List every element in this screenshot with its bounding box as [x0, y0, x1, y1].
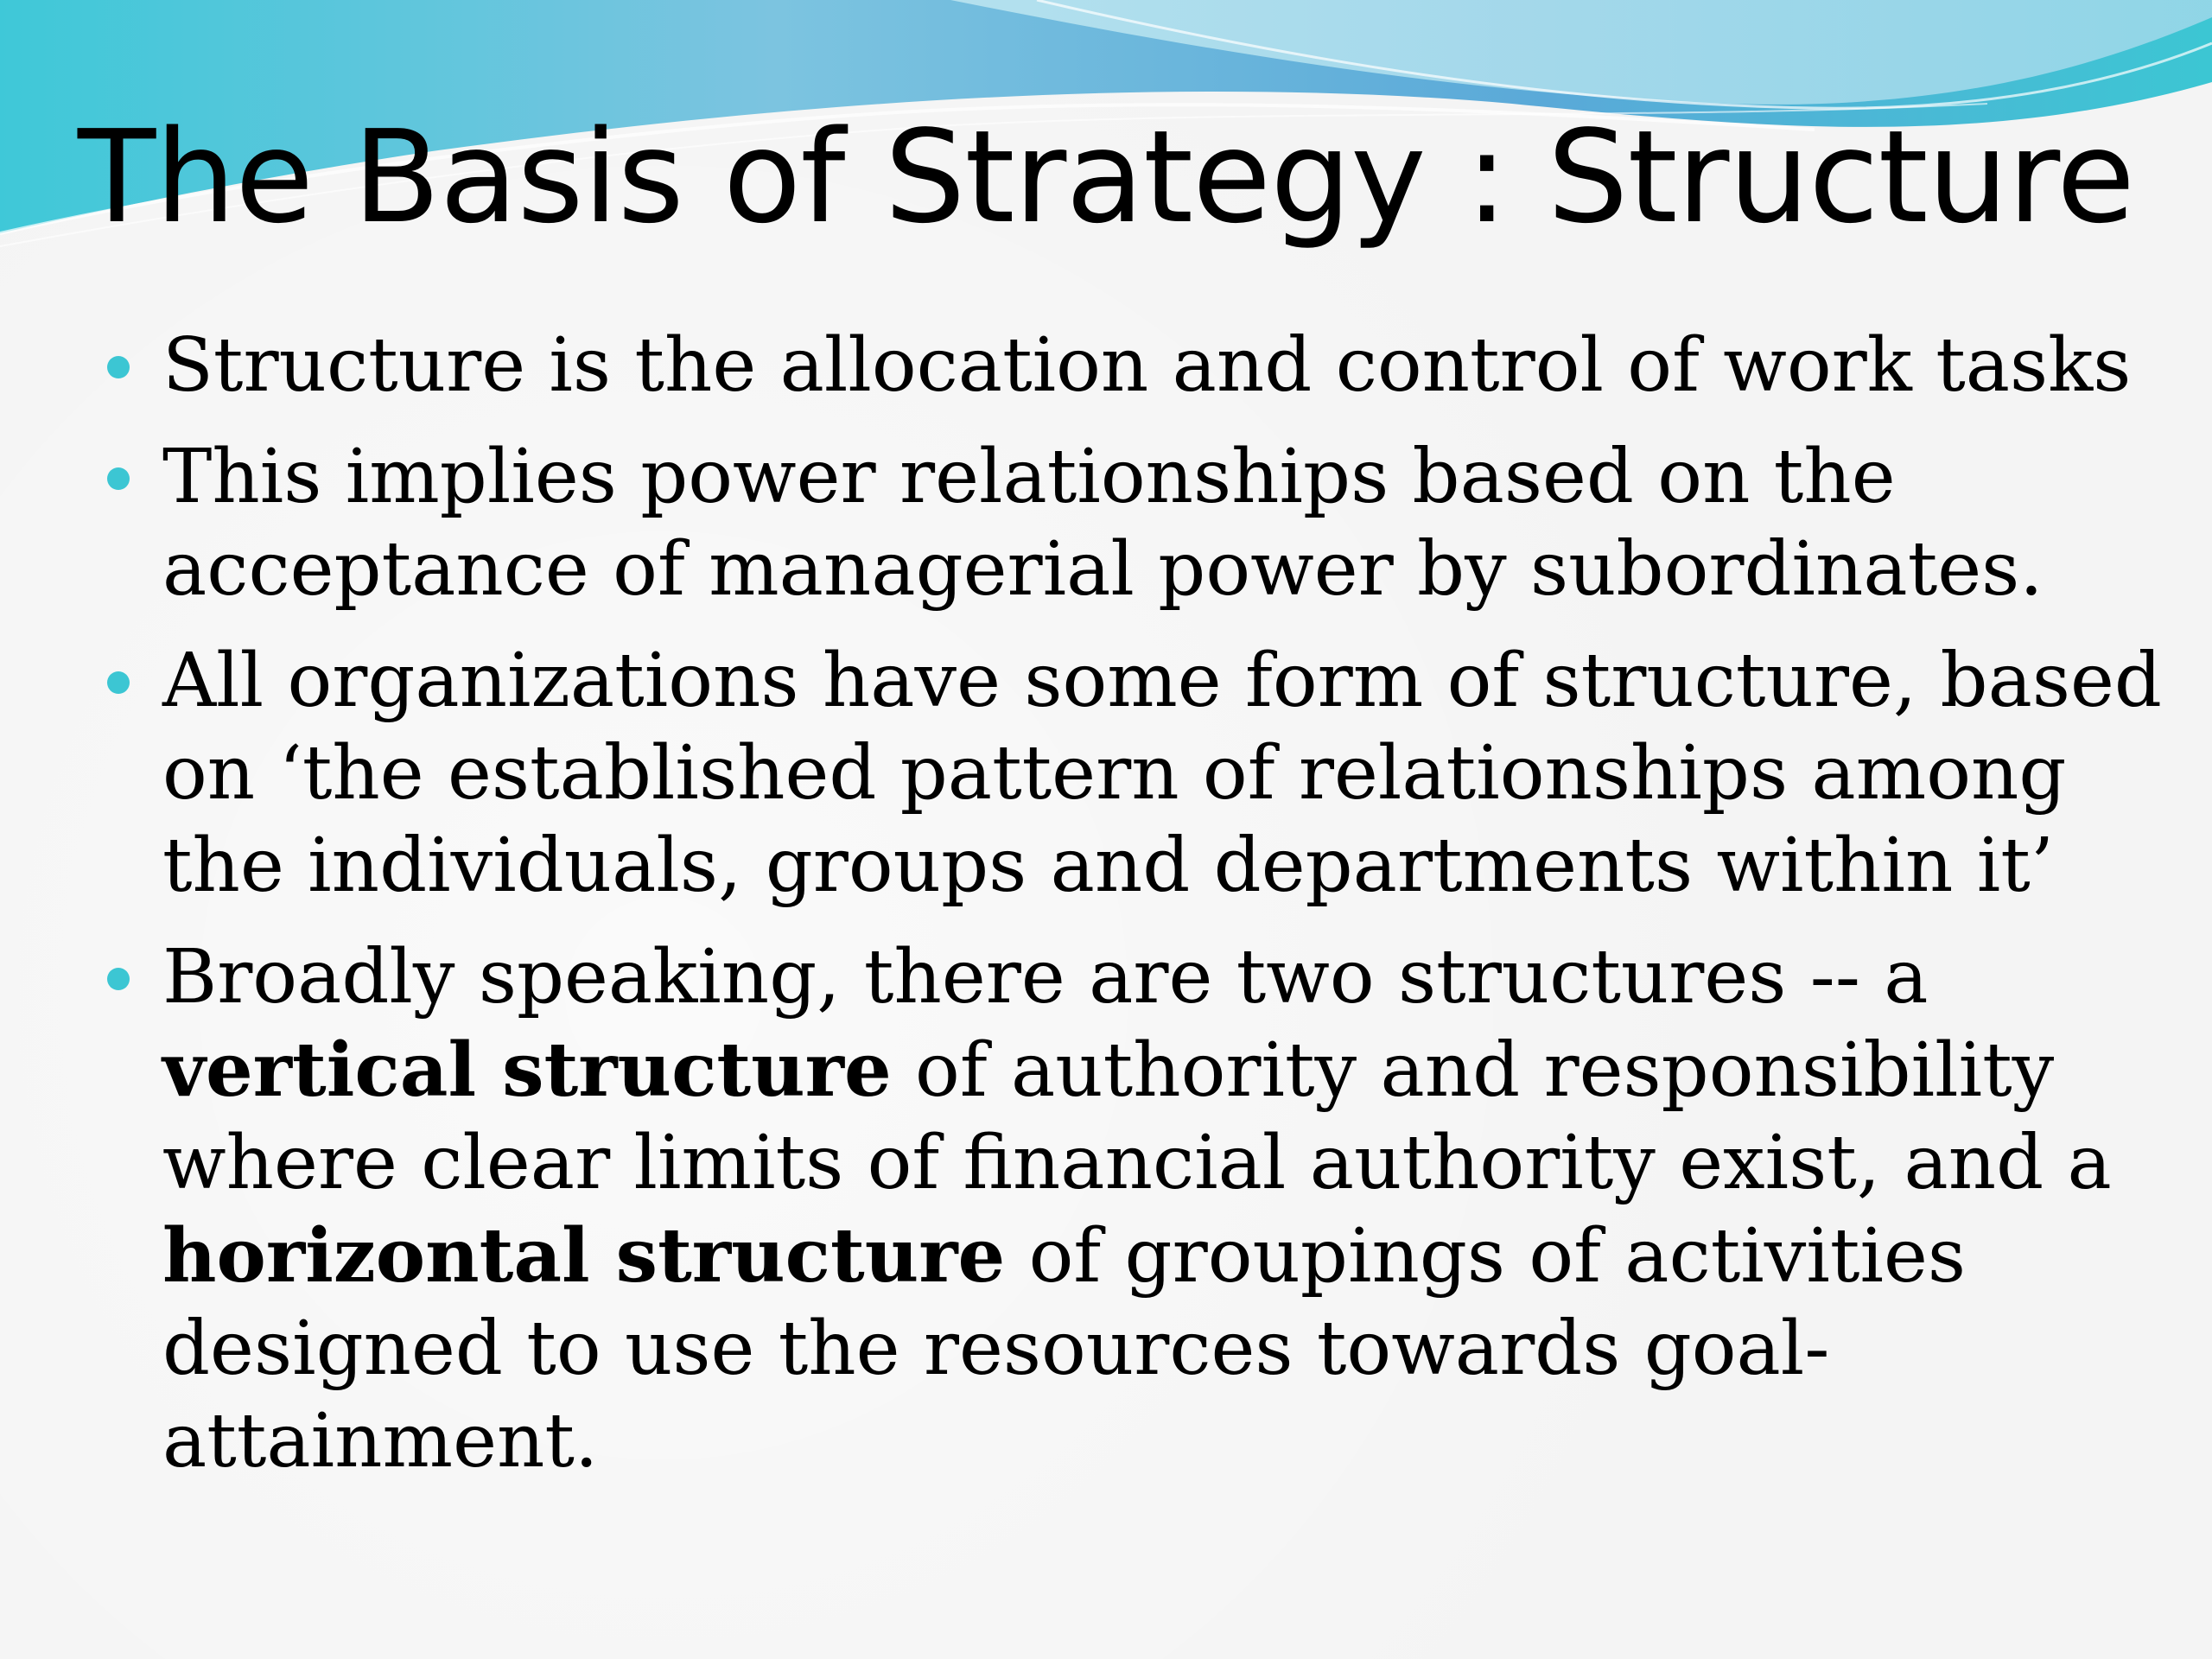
list-item [102, 431, 2124, 616]
bullet-text: on ‘the established pattern of relationships among [162, 730, 2067, 817]
bullet-text-mixed [162, 1024, 2124, 1117]
bullet-dot-icon [107, 671, 130, 694]
bold-term-horizontal: horizontal structure [162, 1212, 1006, 1300]
bullet-text: designed to use the resources towards goal- [162, 1306, 1830, 1392]
bullet-text: attainment. [162, 1398, 599, 1484]
bullet-text: the individuals, groups and departments within it’ [162, 823, 2055, 909]
list-item [102, 931, 2124, 1488]
bold-term-vertical: vertical structure [162, 1027, 892, 1114]
list-item [102, 635, 2162, 912]
bullet-text: This implies power relationships based on the [162, 434, 1896, 520]
page-title: The Basis of Strategy : Structure [77, 103, 2135, 251]
list-item [102, 320, 2132, 412]
bullet-text: of authority and responsibility [891, 1027, 2055, 1114]
bullet-text-mixed [162, 1210, 2124, 1303]
bullet-dot-icon [107, 356, 130, 378]
bullet-text: where clear limits of financial authority exist, and a [162, 1120, 2112, 1206]
bullet-text: Structure is the allocation and control of work tasks [162, 322, 2132, 409]
bullet-list [102, 320, 2162, 1507]
bullet-text: Broadly speaking, there are two structures -- a [162, 934, 1929, 1020]
bullet-dot-icon [107, 467, 130, 490]
bullet-text: acceptance of managerial power by subordinates. [162, 526, 2044, 613]
bullet-text: All organizations have some form of structure, based [162, 638, 2162, 724]
bullet-dot-icon [107, 968, 130, 990]
bullet-text: of groupings of activities [1005, 1213, 1966, 1300]
